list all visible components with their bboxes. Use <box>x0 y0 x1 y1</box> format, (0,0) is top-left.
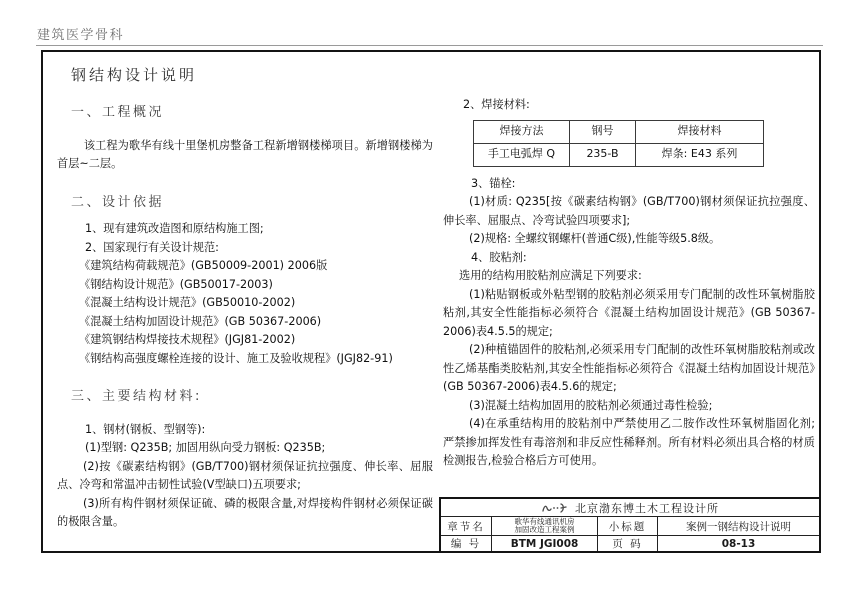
right-column <box>443 96 815 471</box>
list-item: 《钢结构设计规范》(GB50017-2003) <box>79 277 273 291</box>
list-item: 《混凝土结构加固设计规范》(GB 50367-2006) <box>79 314 322 328</box>
welding-table-header: 钢号 <box>570 120 636 143</box>
chapter-value-line1: 歌华有线通讯机房 <box>514 516 575 526</box>
welding-table-data-row <box>474 143 764 166</box>
chapter-label: 章节名 <box>441 516 491 535</box>
welding-table-cell: 焊条: E43 系列 <box>636 143 764 166</box>
list-item: 《钢结构高强度螺栓连接的设计、施工及验收规程》(JGJ82-91) <box>79 351 393 365</box>
steel-item: (3)所有构件钢材须保证硫、磷的极限含量,对焊接构件钢材必须保证碳的极限含量。 <box>57 496 433 528</box>
section2-heading: 二、设计依据 <box>71 194 165 210</box>
list-item: 1、现有建筑改造图和原结构施工图; <box>85 222 264 235</box>
list-item: 2、国家现行有关设计规范: <box>85 240 219 254</box>
welding-label: 2、焊接材料: <box>463 98 530 111</box>
subtitle-value: 案例一钢结构设计说明 <box>657 516 819 535</box>
document-frame <box>41 50 821 553</box>
header-rule <box>36 45 823 46</box>
chapter-value-line2: 加固改造工程案例 <box>514 525 575 534</box>
anchor-item: (2)规格: 全螺纹钢螺杆(普通C级),性能等级5.8级。 <box>469 232 721 245</box>
number-value: BTM JGI008 <box>491 535 597 551</box>
company-signature-logo-icon <box>541 502 569 514</box>
list-item: 《建筑结构荷载规范》(GB50009-2001) 2006版 <box>79 259 328 272</box>
section3-heading: 三、主要结构材料: <box>71 389 202 404</box>
adhesive-item: (4)在承重结构用的胶粘剂中严禁使用乙二胺作改性环氧树脂固化剂; 严禁掺加挥发性有毒溶剂和非反应性稀释剂。所有材料必须出具合格的材质检测报告,检验合格后方可使用。 <box>443 417 815 467</box>
adhesive-item: (3)混凝土结构加固用的胶粘剂必须通过毒性检验; <box>469 398 713 412</box>
company-row <box>441 499 819 516</box>
chapter-value <box>491 516 597 535</box>
anchor-item: (1)材质: Q235[按《碳素结构钢》(GB/T700)钢材须保证抗拉强度、伸长率、屈服点、冷弯试验四项要求]; <box>443 195 815 227</box>
page-value: 08-13 <box>657 535 819 551</box>
page-header-text: 建筑医学骨科 <box>37 28 125 43</box>
welding-table-header: 焊接方法 <box>474 120 570 143</box>
welding-table-cell: 手工电弧焊 Q <box>474 143 570 166</box>
welding-table-header: 焊接材料 <box>636 120 764 143</box>
section1-heading: 一、工程概况 <box>71 105 165 120</box>
company-name: 北京渤东博土木工程设计所 <box>575 501 719 515</box>
steel-item: 1、钢材(钢板、型钢等): <box>85 422 206 436</box>
adhesive-item: (2)种植锚固件的胶粘剂,必须采用专门配制的改性环氧树脂胶粘剂或改性乙烯基酯类胶粘剂,其安全性能指标必须符合《混凝土结构加固设计规范》(GB 50367-2006)表4.5.6的规定; <box>443 343 815 393</box>
adhesive-item: (1)粘贴钢板或外粘型钢的胶粘剂必须采用专门配制的改性环氧树脂胶粘剂,其安全性能指标必须符合《混凝土结构加固设计规范》(GB 50367-2006)表4.5.5的规定; <box>443 287 815 338</box>
welding-table-cell: 235-B <box>570 143 636 166</box>
design-basis-list <box>57 220 433 368</box>
document-title: 钢结构设计说明 <box>71 66 198 84</box>
title-block <box>439 497 819 551</box>
adhesive-intro: 选用的结构用胶粘剂应满足下列要求: <box>459 269 642 282</box>
steel-item: (1)型钢: Q235B; 加固用纵向受力钢板: Q235B; <box>85 441 326 454</box>
number-label: 编 号 <box>441 535 491 551</box>
page-label: 页 码 <box>597 535 657 551</box>
list-item: 《混凝土结构设计规范》(GB50010-2002) <box>79 296 296 309</box>
anchor-label: 3、锚栓: <box>471 176 516 190</box>
welding-table-header-row <box>474 120 764 143</box>
left-column <box>57 96 433 532</box>
steel-item: (2)按《碳素结构钢》(GB/T700)钢材须保证抗拉强度、伸长率、屈服点、冷弯和常温冲击韧性试验(V型缺口)五项要求; <box>57 459 433 491</box>
adhesive-label: 4、胶粘剂: <box>471 250 527 264</box>
list-item: 《建筑钢结构焊接技术规程》(JGJ81-2002) <box>79 333 296 346</box>
welding-table <box>473 120 764 167</box>
subtitle-label: 小标题 <box>597 516 657 535</box>
section1-paragraph: 该工程为歌华有线十里堡机房整备工程新增钢楼梯项目。新增钢楼梯为首层~二层。 <box>57 138 433 170</box>
